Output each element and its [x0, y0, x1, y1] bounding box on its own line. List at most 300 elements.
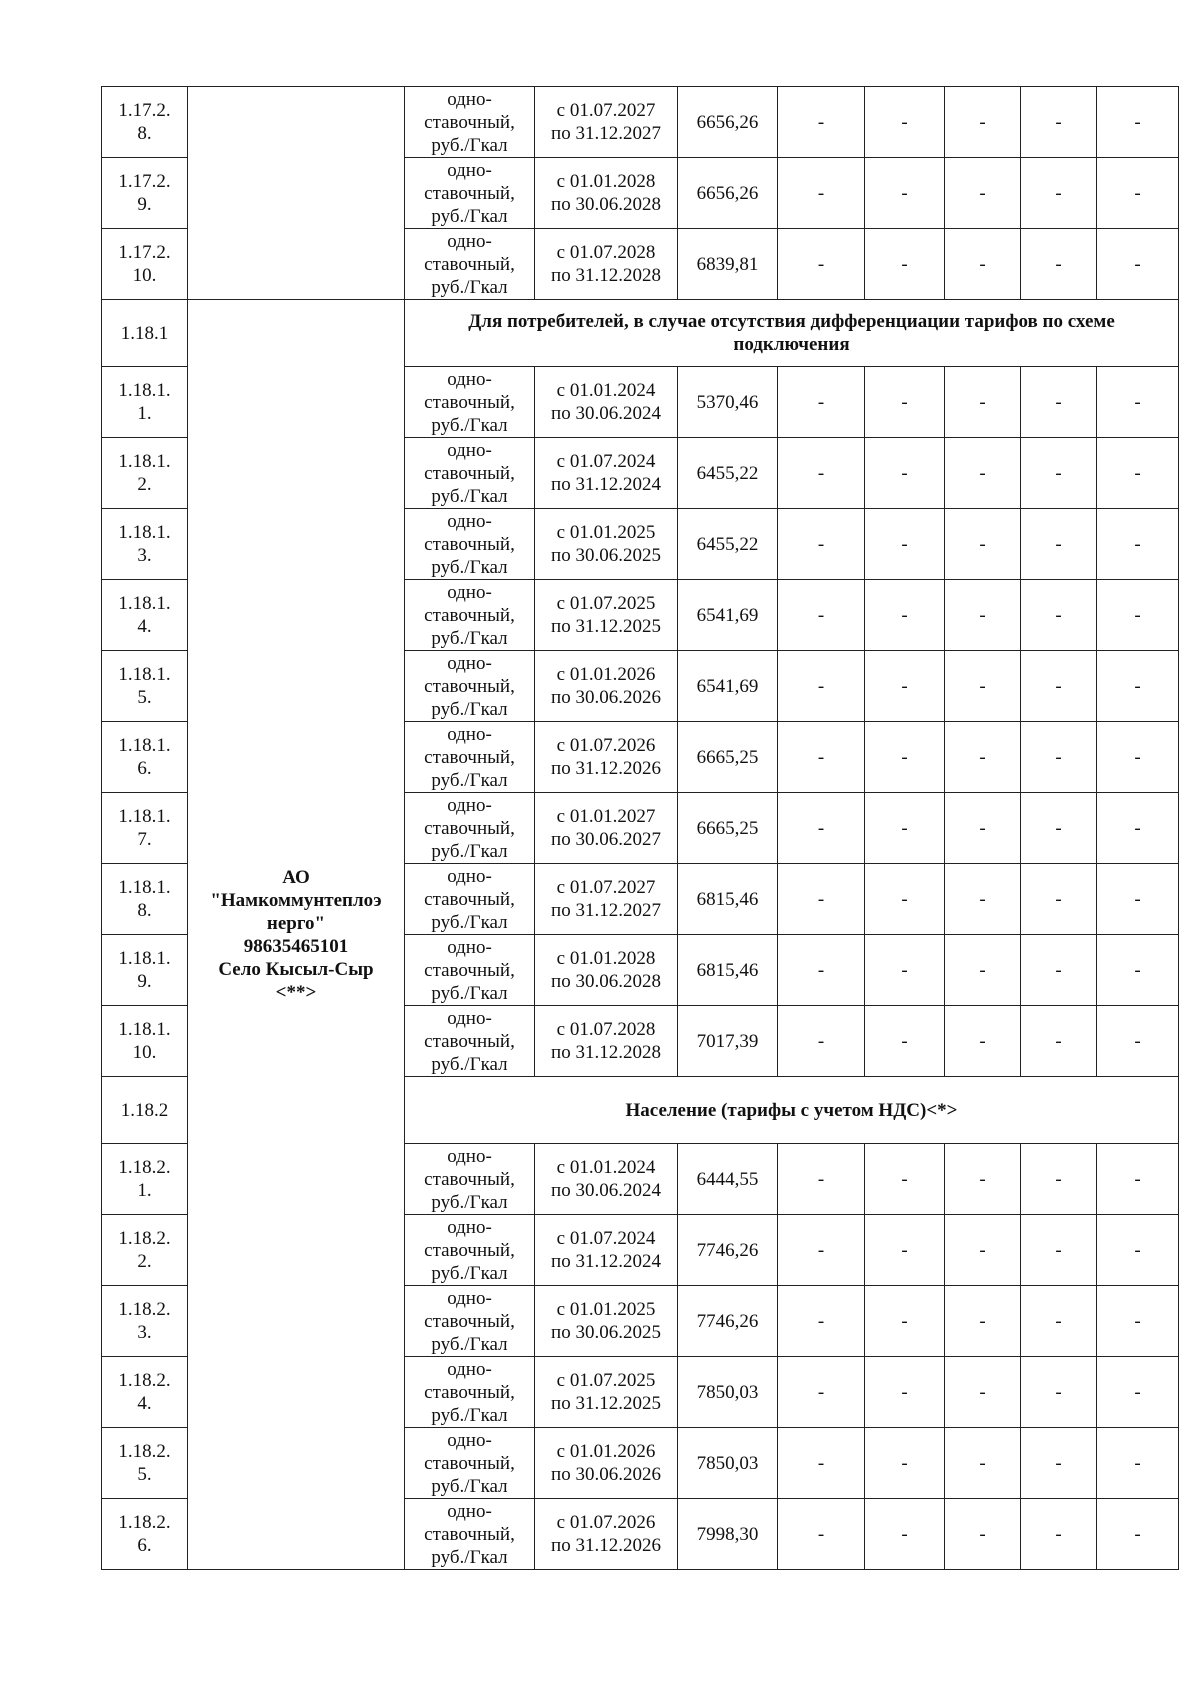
- dash-cell: -: [778, 367, 865, 438]
- dash-cell: -: [945, 793, 1021, 864]
- dash-cell: -: [945, 864, 1021, 935]
- row-number: [102, 1006, 188, 1077]
- dash-cell: -: [778, 438, 865, 509]
- rate-type-line: одно-: [447, 368, 492, 390]
- rate-type-line: ставочный,: [424, 1523, 515, 1545]
- tariff-value: 6815,46: [678, 864, 778, 935]
- rate-type-line: ставочный,: [424, 888, 515, 910]
- dash-cell: -: [1097, 1428, 1179, 1499]
- dash-cell: -: [778, 864, 865, 935]
- period-from: с 01.01.2025: [556, 522, 656, 543]
- period-to: по 30.06.2025: [551, 1322, 661, 1343]
- row-number: [102, 722, 188, 793]
- rate-type: [405, 87, 535, 158]
- dash-cell: -: [865, 1428, 945, 1499]
- row-number-line: 10.: [132, 265, 157, 286]
- tariff-table-body: [102, 87, 1179, 1570]
- rate-type-line: руб./Гкал: [431, 1475, 508, 1497]
- dash-cell: -: [865, 1499, 945, 1570]
- dash-cell: -: [1097, 158, 1179, 229]
- dash-cell: -: [1021, 158, 1097, 229]
- table-row: [102, 87, 1179, 158]
- row-number-line: 2.: [137, 474, 152, 495]
- section-code: 1.18.2: [102, 1077, 188, 1144]
- tariff-value: 6541,69: [678, 651, 778, 722]
- row-number-line: 8.: [137, 900, 152, 921]
- row-number-line: 1.18.1.: [118, 593, 171, 614]
- row-number-line: 1.: [137, 1180, 152, 1201]
- period-cell: [535, 367, 678, 438]
- period-cell: [535, 935, 678, 1006]
- period-to: по 30.06.2025: [551, 545, 661, 566]
- row-number: [102, 158, 188, 229]
- row-number-line: 3.: [137, 1322, 152, 1343]
- dash-cell: -: [945, 229, 1021, 300]
- dash-cell: -: [945, 651, 1021, 722]
- period-to: по 31.12.2025: [551, 1393, 661, 1414]
- tariff-value: 6839,81: [678, 229, 778, 300]
- dash-cell: -: [1021, 1499, 1097, 1570]
- rate-type-line: одно-: [447, 1500, 492, 1522]
- rate-type: [405, 793, 535, 864]
- rate-type: [405, 1286, 535, 1357]
- rate-type: [405, 722, 535, 793]
- dash-cell: -: [778, 1499, 865, 1570]
- organization-line: 98635465101: [243, 935, 349, 957]
- dash-cell: -: [865, 1286, 945, 1357]
- dash-cell: -: [945, 367, 1021, 438]
- period-from: с 01.01.2026: [556, 1441, 656, 1462]
- dash-cell: -: [778, 935, 865, 1006]
- rate-type-line: ставочный,: [424, 253, 515, 275]
- row-number-line: 1.18.1.: [118, 1019, 171, 1040]
- rate-type-line: одно-: [447, 794, 492, 816]
- row-number-line: 1.18.1.: [118, 664, 171, 685]
- tariff-value: 6656,26: [678, 158, 778, 229]
- dash-cell: -: [1021, 722, 1097, 793]
- rate-type-line: руб./Гкал: [431, 414, 508, 436]
- row-number-line: 1.17.2.: [118, 100, 171, 121]
- dash-cell: -: [945, 1144, 1021, 1215]
- dash-cell: -: [945, 580, 1021, 651]
- dash-cell: -: [865, 158, 945, 229]
- period-cell: [535, 864, 678, 935]
- period-from: с 01.07.2027: [556, 100, 656, 121]
- period-to: по 31.12.2024: [551, 1251, 661, 1272]
- dash-cell: -: [865, 935, 945, 1006]
- row-number-line: 7.: [137, 829, 152, 850]
- rate-type-line: ставочный,: [424, 1239, 515, 1261]
- period-to: по 31.12.2024: [551, 474, 661, 495]
- section-title: Для потребителей, в случае отсутствия дифференциации тарифов по схеме подключения: [405, 300, 1179, 367]
- period-cell: [535, 509, 678, 580]
- rate-type-line: руб./Гкал: [431, 1546, 508, 1568]
- rate-type-line: ставочный,: [424, 604, 515, 626]
- dash-cell: -: [1097, 580, 1179, 651]
- rate-type-line: руб./Гкал: [431, 1333, 508, 1355]
- dash-cell: -: [865, 87, 945, 158]
- organization-line: АО: [282, 866, 310, 888]
- dash-cell: -: [865, 438, 945, 509]
- period-cell: [535, 1144, 678, 1215]
- dash-cell: -: [778, 1144, 865, 1215]
- row-number-line: 1.18.2.: [118, 1512, 171, 1533]
- dash-cell: -: [1021, 1428, 1097, 1499]
- tariff-value: 7746,26: [678, 1215, 778, 1286]
- rate-type-line: ставочный,: [424, 1381, 515, 1403]
- tariff-value: 5370,46: [678, 367, 778, 438]
- organization-line: нерго": [266, 912, 326, 934]
- period-to: по 31.12.2028: [551, 265, 661, 286]
- rate-type: [405, 509, 535, 580]
- dash-cell: -: [778, 1357, 865, 1428]
- period-to: по 31.12.2027: [551, 900, 661, 921]
- period-from: с 01.01.2028: [556, 171, 656, 192]
- row-number-line: 1.18.2.: [118, 1441, 171, 1462]
- dash-cell: -: [778, 509, 865, 580]
- rate-type-line: ставочный,: [424, 1168, 515, 1190]
- rate-type: [405, 1006, 535, 1077]
- tariff-value: 7850,03: [678, 1357, 778, 1428]
- period-to: по 31.12.2026: [551, 758, 661, 779]
- row-number-line: 1.17.2.: [118, 242, 171, 263]
- dash-cell: -: [945, 158, 1021, 229]
- period-from: с 01.01.2026: [556, 664, 656, 685]
- rate-type-line: одно-: [447, 510, 492, 532]
- period-from: с 01.07.2025: [556, 1370, 656, 1391]
- dash-cell: -: [778, 722, 865, 793]
- dash-cell: -: [865, 1215, 945, 1286]
- dash-cell: -: [778, 1006, 865, 1077]
- period-from: с 01.07.2024: [556, 451, 656, 472]
- rate-type: [405, 158, 535, 229]
- dash-cell: -: [1097, 1006, 1179, 1077]
- row-number: [102, 509, 188, 580]
- rate-type-line: руб./Гкал: [431, 1262, 508, 1284]
- period-to: по 30.06.2024: [551, 403, 661, 424]
- dash-cell: -: [778, 1428, 865, 1499]
- dash-cell: -: [1097, 367, 1179, 438]
- dash-cell: -: [1097, 793, 1179, 864]
- row-number-line: 10.: [132, 1042, 157, 1063]
- section-code: 1.18.1: [102, 300, 188, 367]
- row-number: [102, 864, 188, 935]
- rate-type-line: руб./Гкал: [431, 556, 508, 578]
- period-cell: [535, 1499, 678, 1570]
- rate-type: [405, 1428, 535, 1499]
- dash-cell: -: [1021, 1215, 1097, 1286]
- row-number-line: 1.18.1.: [118, 451, 171, 472]
- dash-cell: -: [1021, 1144, 1097, 1215]
- dash-cell: -: [865, 793, 945, 864]
- dash-cell: -: [1021, 1357, 1097, 1428]
- period-from: с 01.01.2027: [556, 806, 656, 827]
- rate-type-line: ставочный,: [424, 391, 515, 413]
- period-cell: [535, 1357, 678, 1428]
- period-cell: [535, 87, 678, 158]
- rate-type-line: одно-: [447, 936, 492, 958]
- period-cell: [535, 722, 678, 793]
- row-number-line: 1.18.1.: [118, 948, 171, 969]
- dash-cell: -: [945, 1357, 1021, 1428]
- row-number: [102, 935, 188, 1006]
- rate-type-line: ставочный,: [424, 533, 515, 555]
- dash-cell: -: [1021, 1006, 1097, 1077]
- row-number-line: 4.: [137, 1393, 152, 1414]
- dash-cell: -: [778, 793, 865, 864]
- period-to: по 30.06.2026: [551, 1464, 661, 1485]
- rate-type-line: ставочный,: [424, 182, 515, 204]
- rate-type-line: одно-: [447, 439, 492, 461]
- tariff-value: 6455,22: [678, 438, 778, 509]
- dash-cell: -: [778, 87, 865, 158]
- rate-type-line: одно-: [447, 723, 492, 745]
- tariff-value: 6665,25: [678, 793, 778, 864]
- rate-type-line: руб./Гкал: [431, 769, 508, 791]
- rate-type-line: ставочный,: [424, 1452, 515, 1474]
- dash-cell: -: [945, 1006, 1021, 1077]
- rate-type-line: ставочный,: [424, 111, 515, 133]
- row-number: [102, 1428, 188, 1499]
- row-number: [102, 580, 188, 651]
- row-number: [102, 1215, 188, 1286]
- dash-cell: -: [865, 1144, 945, 1215]
- rate-type-line: ставочный,: [424, 817, 515, 839]
- rate-type-line: ставочный,: [424, 746, 515, 768]
- period-from: с 01.01.2024: [556, 380, 656, 401]
- rate-type-line: руб./Гкал: [431, 1053, 508, 1075]
- row-number-line: 2.: [137, 1251, 152, 1272]
- row-number-line: 1.17.2.: [118, 171, 171, 192]
- dash-cell: -: [1021, 438, 1097, 509]
- organization-line: Село Кысыл-Сыр: [218, 958, 374, 980]
- period-to: по 31.12.2026: [551, 1535, 661, 1556]
- period-cell: [535, 793, 678, 864]
- dash-cell: -: [865, 229, 945, 300]
- row-number-line: 1.18.2.: [118, 1299, 171, 1320]
- rate-type-line: руб./Гкал: [431, 205, 508, 227]
- dash-cell: -: [1097, 1215, 1179, 1286]
- dash-cell: -: [865, 580, 945, 651]
- row-number-line: 9.: [137, 194, 152, 215]
- period-to: по 31.12.2028: [551, 1042, 661, 1063]
- dash-cell: -: [1097, 229, 1179, 300]
- dash-cell: -: [1097, 509, 1179, 580]
- row-number: [102, 229, 188, 300]
- rate-type-line: одно-: [447, 1216, 492, 1238]
- dash-cell: -: [1021, 793, 1097, 864]
- period-to: по 30.06.2026: [551, 687, 661, 708]
- row-number-line: 1.18.1.: [118, 735, 171, 756]
- rate-type: [405, 935, 535, 1006]
- dash-cell: -: [865, 722, 945, 793]
- rate-type-line: ставочный,: [424, 462, 515, 484]
- row-number-line: 1.18.1.: [118, 522, 171, 543]
- row-number-line: 5.: [137, 687, 152, 708]
- rate-type-line: одно-: [447, 865, 492, 887]
- row-number-line: 1.18.2.: [118, 1228, 171, 1249]
- period-cell: [535, 1006, 678, 1077]
- period-from: с 01.01.2024: [556, 1157, 656, 1178]
- dash-cell: -: [778, 229, 865, 300]
- period-to: по 30.06.2024: [551, 1180, 661, 1201]
- dash-cell: -: [1021, 651, 1097, 722]
- dash-cell: -: [1021, 229, 1097, 300]
- rate-type-line: руб./Гкал: [431, 1404, 508, 1426]
- rate-type-line: одно-: [447, 581, 492, 603]
- row-number: [102, 793, 188, 864]
- dash-cell: -: [1021, 509, 1097, 580]
- dash-cell: -: [1021, 864, 1097, 935]
- dash-cell: -: [1097, 722, 1179, 793]
- period-cell: [535, 580, 678, 651]
- dash-cell: -: [945, 509, 1021, 580]
- dash-cell: -: [1097, 438, 1179, 509]
- rate-type-line: ставочный,: [424, 675, 515, 697]
- rate-type-line: одно-: [447, 1287, 492, 1309]
- tariff-value: 7017,39: [678, 1006, 778, 1077]
- dash-cell: -: [865, 367, 945, 438]
- dash-cell: -: [1021, 87, 1097, 158]
- rate-type-line: руб./Гкал: [431, 485, 508, 507]
- dash-cell: -: [945, 1499, 1021, 1570]
- dash-cell: -: [945, 1428, 1021, 1499]
- dash-cell: -: [1021, 367, 1097, 438]
- row-number-line: 1.: [137, 403, 152, 424]
- rate-type: [405, 580, 535, 651]
- tariff-table: [101, 86, 1179, 1570]
- row-number: [102, 1357, 188, 1428]
- row-number-line: 1.18.1.: [118, 380, 171, 401]
- section-title: Население (тарифы с учетом НДС)<*>: [405, 1077, 1179, 1144]
- rate-type-line: одно-: [447, 230, 492, 252]
- period-cell: [535, 438, 678, 509]
- rate-type: [405, 438, 535, 509]
- period-from: с 01.07.2028: [556, 1019, 656, 1040]
- tariff-value: 7746,26: [678, 1286, 778, 1357]
- dash-cell: -: [1097, 1357, 1179, 1428]
- tariff-value: 6815,46: [678, 935, 778, 1006]
- rate-type: [405, 1499, 535, 1570]
- organization-line: "Намкоммунтеплоэ: [210, 889, 382, 911]
- period-from: с 01.07.2024: [556, 1228, 656, 1249]
- period-to: по 30.06.2028: [551, 194, 661, 215]
- row-number: [102, 87, 188, 158]
- period-from: с 01.07.2026: [556, 1512, 656, 1533]
- dash-cell: -: [778, 580, 865, 651]
- period-cell: [535, 1286, 678, 1357]
- row-number: [102, 1499, 188, 1570]
- dash-cell: -: [865, 651, 945, 722]
- dash-cell: -: [1021, 935, 1097, 1006]
- dash-cell: -: [865, 1357, 945, 1428]
- period-to: по 31.12.2025: [551, 616, 661, 637]
- organization-cell: [188, 300, 405, 1570]
- tariff-value: 6455,22: [678, 509, 778, 580]
- rate-type-line: руб./Гкал: [431, 276, 508, 298]
- rate-type-line: руб./Гкал: [431, 627, 508, 649]
- rate-type-line: одно-: [447, 1429, 492, 1451]
- rate-type-line: одно-: [447, 1007, 492, 1029]
- rate-type-line: руб./Гкал: [431, 840, 508, 862]
- dash-cell: -: [1021, 580, 1097, 651]
- period-to: по 30.06.2027: [551, 829, 661, 850]
- dash-cell: -: [945, 935, 1021, 1006]
- rate-type-line: одно-: [447, 1145, 492, 1167]
- rate-type-line: одно-: [447, 88, 492, 110]
- dash-cell: -: [865, 864, 945, 935]
- dash-cell: -: [1097, 87, 1179, 158]
- period-to: по 30.06.2028: [551, 971, 661, 992]
- row-number: [102, 367, 188, 438]
- rate-type-line: руб./Гкал: [431, 1191, 508, 1213]
- rate-type-line: одно-: [447, 1358, 492, 1380]
- row-number-line: 4.: [137, 616, 152, 637]
- dash-cell: -: [1097, 864, 1179, 935]
- period-from: с 01.07.2027: [556, 877, 656, 898]
- rate-type-line: руб./Гкал: [431, 134, 508, 156]
- period-from: с 01.01.2025: [556, 1299, 656, 1320]
- rate-type-line: ставочный,: [424, 959, 515, 981]
- dash-cell: -: [1097, 1286, 1179, 1357]
- dash-cell: -: [1021, 1286, 1097, 1357]
- dash-cell: -: [945, 1286, 1021, 1357]
- tariff-value: 6541,69: [678, 580, 778, 651]
- dash-cell: -: [1097, 1144, 1179, 1215]
- dash-cell: -: [778, 651, 865, 722]
- period-from: с 01.07.2028: [556, 242, 656, 263]
- row-number: [102, 1286, 188, 1357]
- dash-cell: -: [1097, 935, 1179, 1006]
- period-from: с 01.01.2028: [556, 948, 656, 969]
- dash-cell: -: [778, 158, 865, 229]
- rate-type-line: руб./Гкал: [431, 698, 508, 720]
- rate-type: [405, 1215, 535, 1286]
- tariff-value: 7998,30: [678, 1499, 778, 1570]
- tariff-value: 6665,25: [678, 722, 778, 793]
- rate-type: [405, 651, 535, 722]
- rate-type: [405, 1144, 535, 1215]
- rate-type-line: ставочный,: [424, 1030, 515, 1052]
- rate-type-line: одно-: [447, 159, 492, 181]
- tariff-value: 6444,55: [678, 1144, 778, 1215]
- row-number-line: 1.18.1.: [118, 877, 171, 898]
- rate-type: [405, 864, 535, 935]
- rate-type: [405, 1357, 535, 1428]
- tariff-value: 6656,26: [678, 87, 778, 158]
- period-from: с 01.07.2026: [556, 735, 656, 756]
- dash-cell: -: [945, 1215, 1021, 1286]
- row-number-line: 1.18.2.: [118, 1370, 171, 1391]
- period-from: с 01.07.2025: [556, 593, 656, 614]
- dash-cell: -: [865, 509, 945, 580]
- period-cell: [535, 229, 678, 300]
- row-number-line: 8.: [137, 123, 152, 144]
- row-number-line: 1.18.2.: [118, 1157, 171, 1178]
- dash-cell: -: [1097, 651, 1179, 722]
- row-number-line: 6.: [137, 1535, 152, 1556]
- row-number: [102, 438, 188, 509]
- dash-cell: -: [945, 87, 1021, 158]
- rate-type-line: руб./Гкал: [431, 982, 508, 1004]
- tariff-value: 7850,03: [678, 1428, 778, 1499]
- dash-cell: -: [778, 1215, 865, 1286]
- dash-cell: -: [778, 1286, 865, 1357]
- period-to: по 31.12.2027: [551, 123, 661, 144]
- rate-type-line: руб./Гкал: [431, 911, 508, 933]
- row-number-line: 6.: [137, 758, 152, 779]
- period-cell: [535, 651, 678, 722]
